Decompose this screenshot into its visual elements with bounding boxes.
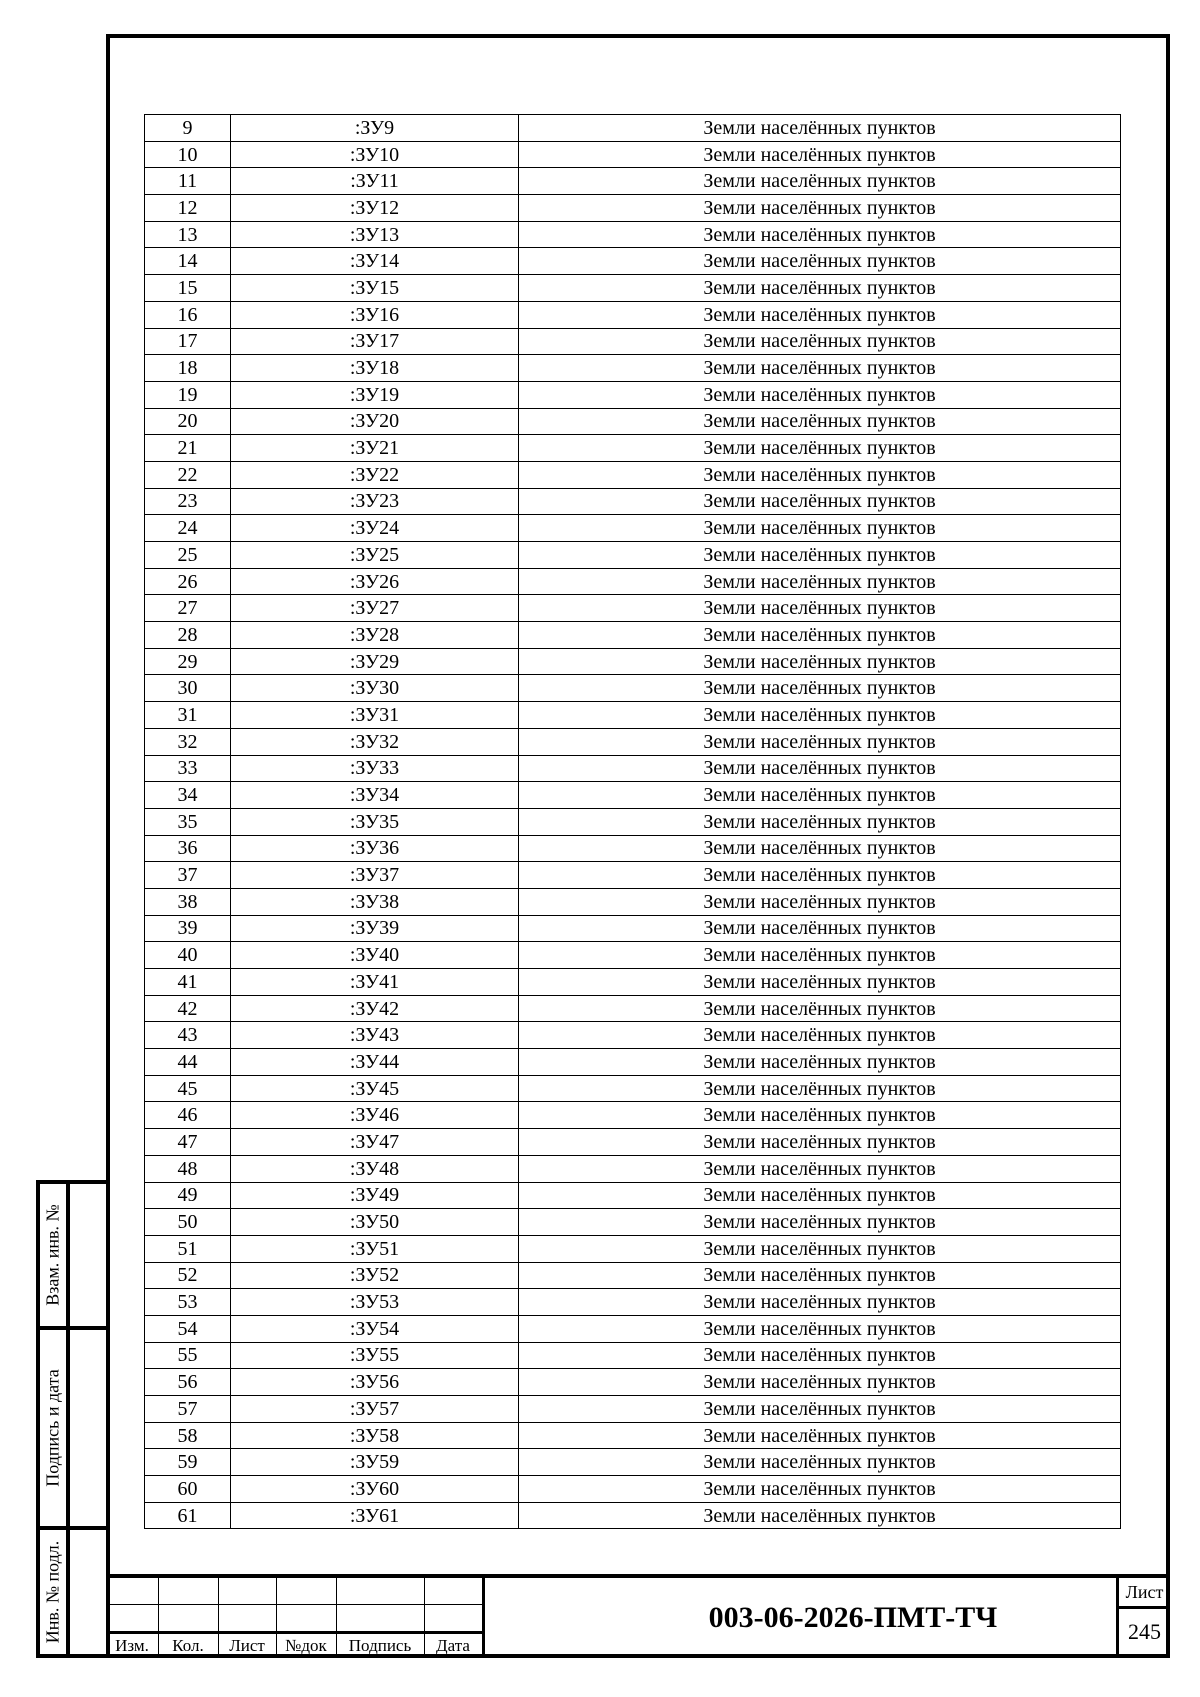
plot-id-cell: :ЗУ35 <box>231 808 519 835</box>
plot-id-cell: :ЗУ45 <box>231 1075 519 1102</box>
plot-id-cell: :ЗУ26 <box>231 568 519 595</box>
table-row <box>145 141 1121 168</box>
table-row <box>145 1049 1121 1076</box>
table-row <box>145 835 1121 862</box>
header-list: Лист <box>229 1636 265 1655</box>
plot-id-cell: :ЗУ19 <box>231 381 519 408</box>
plot-id-cell: :ЗУ14 <box>231 248 519 275</box>
plot-id-cell: :ЗУ55 <box>231 1342 519 1369</box>
table-row <box>145 675 1121 702</box>
land-category-cell: Земли населённых пунктов <box>519 782 1121 809</box>
land-category-cell: Земли населённых пунктов <box>519 1369 1121 1396</box>
table-row <box>145 755 1121 782</box>
table-row <box>145 168 1121 195</box>
table-row <box>145 862 1121 889</box>
plot-id-cell: :ЗУ50 <box>231 1209 519 1236</box>
land-category-cell: Земли населённых пунктов <box>519 1476 1121 1503</box>
land-category-cell: Земли населённых пунктов <box>519 275 1121 302</box>
stamp-signature-date <box>36 1326 108 1530</box>
row-number-cell: 26 <box>145 568 231 595</box>
land-category-cell: Земли населённых пунктов <box>519 568 1121 595</box>
sheet-number: 245 <box>1128 1619 1161 1644</box>
row-number-cell: 40 <box>145 942 231 969</box>
land-category-cell: Земли населённых пунктов <box>519 1022 1121 1049</box>
plot-id-cell: :ЗУ40 <box>231 942 519 969</box>
plot-id-cell: :ЗУ39 <box>231 915 519 942</box>
land-category-cell: Земли населённых пунктов <box>519 675 1121 702</box>
row-number-cell: 11 <box>145 168 231 195</box>
land-category-cell: Земли населённых пунктов <box>519 1075 1121 1102</box>
land-plots-table <box>144 114 1121 1529</box>
table-row <box>145 595 1121 622</box>
row-number-cell: 31 <box>145 702 231 729</box>
plot-id-cell: :ЗУ49 <box>231 1182 519 1209</box>
table-row <box>145 195 1121 222</box>
land-category-cell: Земли населённых пунктов <box>519 301 1121 328</box>
plot-id-cell: :ЗУ52 <box>231 1262 519 1289</box>
table-row <box>145 301 1121 328</box>
table-row <box>145 248 1121 275</box>
sheet-label: Лист <box>1119 1578 1170 1609</box>
table-row <box>145 1449 1121 1476</box>
land-category-cell: Земли населённых пунктов <box>519 622 1121 649</box>
plot-id-cell: :ЗУ23 <box>231 488 519 515</box>
header-podpis: Подпись <box>348 1636 412 1655</box>
land-category-cell: Земли населённых пунктов <box>519 408 1121 435</box>
table-row <box>145 622 1121 649</box>
plot-id-cell: :ЗУ28 <box>231 622 519 649</box>
row-number-cell: 46 <box>145 1102 231 1129</box>
row-number-cell: 38 <box>145 888 231 915</box>
table-row <box>145 221 1121 248</box>
table-row <box>145 995 1121 1022</box>
table-row <box>145 702 1121 729</box>
row-number-cell: 51 <box>145 1235 231 1262</box>
land-category-cell: Земли населённых пунктов <box>519 1182 1121 1209</box>
row-number-cell: 9 <box>145 115 231 142</box>
plot-id-cell: :ЗУ29 <box>231 648 519 675</box>
row-number-cell: 19 <box>145 381 231 408</box>
table-row <box>145 515 1121 542</box>
land-category-cell: Земли населённых пунктов <box>519 595 1121 622</box>
table-row <box>145 942 1121 969</box>
stamp-vzam-inv <box>36 1180 108 1330</box>
row-number-cell: 57 <box>145 1396 231 1423</box>
plot-id-cell: :ЗУ17 <box>231 328 519 355</box>
plot-id-cell: :ЗУ21 <box>231 435 519 462</box>
plot-id-cell: :ЗУ58 <box>231 1422 519 1449</box>
plot-id-cell: :ЗУ20 <box>231 408 519 435</box>
plot-id-cell: :ЗУ38 <box>231 888 519 915</box>
land-category-cell: Земли населённых пунктов <box>519 328 1121 355</box>
stamp-inv-original <box>36 1526 108 1658</box>
land-category-cell: Земли населённых пунктов <box>519 995 1121 1022</box>
land-category-cell: Земли населённых пунктов <box>519 888 1121 915</box>
row-number-cell: 44 <box>145 1049 231 1076</box>
table-row <box>145 969 1121 996</box>
row-number-cell: 45 <box>145 1075 231 1102</box>
row-number-cell: 23 <box>145 488 231 515</box>
plot-id-cell: :ЗУ46 <box>231 1102 519 1129</box>
plot-id-cell: :ЗУ53 <box>231 1289 519 1316</box>
row-number-cell: 41 <box>145 969 231 996</box>
land-category-cell: Земли населённых пунктов <box>519 488 1121 515</box>
land-category-cell: Земли населённых пунктов <box>519 1315 1121 1342</box>
plot-id-cell: :ЗУ9 <box>231 115 519 142</box>
table-row <box>145 1235 1121 1262</box>
land-category-cell: Земли населённых пунктов <box>519 969 1121 996</box>
row-number-cell: 20 <box>145 408 231 435</box>
header-izm: Изм. <box>115 1636 149 1655</box>
land-category-cell: Земли населённых пунктов <box>519 1262 1121 1289</box>
plot-id-cell: :ЗУ33 <box>231 755 519 782</box>
table-row <box>145 1022 1121 1049</box>
table-row <box>145 1315 1121 1342</box>
land-category-cell: Земли населённых пунктов <box>519 1342 1121 1369</box>
land-category-cell: Земли населённых пунктов <box>519 195 1121 222</box>
table-row <box>145 1075 1121 1102</box>
row-number-cell: 50 <box>145 1209 231 1236</box>
plot-id-cell: :ЗУ30 <box>231 675 519 702</box>
row-number-cell: 24 <box>145 515 231 542</box>
plot-id-cell: :ЗУ61 <box>231 1502 519 1529</box>
land-category-cell: Земли населённых пунктов <box>519 1235 1121 1262</box>
table-row <box>145 1155 1121 1182</box>
plot-id-cell: :ЗУ47 <box>231 1129 519 1156</box>
table-row <box>145 1209 1121 1236</box>
row-number-cell: 53 <box>145 1289 231 1316</box>
plot-id-cell: :ЗУ57 <box>231 1396 519 1423</box>
land-category-cell: Земли населённых пунктов <box>519 835 1121 862</box>
land-category-cell: Земли населённых пунктов <box>519 381 1121 408</box>
row-number-cell: 16 <box>145 301 231 328</box>
land-category-cell: Земли населённых пунктов <box>519 461 1121 488</box>
row-number-cell: 25 <box>145 542 231 569</box>
land-category-cell: Земли населённых пунктов <box>519 1209 1121 1236</box>
row-number-cell: 18 <box>145 355 231 382</box>
row-number-cell: 56 <box>145 1369 231 1396</box>
land-category-cell: Земли населённых пунктов <box>519 435 1121 462</box>
row-number-cell: 49 <box>145 1182 231 1209</box>
land-category-cell: Земли населённых пунктов <box>519 355 1121 382</box>
plot-id-cell: :ЗУ27 <box>231 595 519 622</box>
plot-id-cell: :ЗУ59 <box>231 1449 519 1476</box>
row-number-cell: 61 <box>145 1502 231 1529</box>
land-category-cell: Земли населённых пунктов <box>519 1396 1121 1423</box>
land-category-cell: Земли населённых пунктов <box>519 1102 1121 1129</box>
table-row <box>145 435 1121 462</box>
table-row <box>145 1476 1121 1503</box>
row-number-cell: 15 <box>145 275 231 302</box>
table-row <box>145 648 1121 675</box>
plot-id-cell: :ЗУ15 <box>231 275 519 302</box>
plot-id-cell: :ЗУ31 <box>231 702 519 729</box>
table-row <box>145 728 1121 755</box>
table-row <box>145 408 1121 435</box>
plot-id-cell: :ЗУ22 <box>231 461 519 488</box>
table-row <box>145 461 1121 488</box>
land-category-cell: Земли населённых пунктов <box>519 728 1121 755</box>
row-number-cell: 13 <box>145 221 231 248</box>
table-row <box>145 1422 1121 1449</box>
row-number-cell: 28 <box>145 622 231 649</box>
table-row <box>145 568 1121 595</box>
land-category-cell: Земли населённых пунктов <box>519 942 1121 969</box>
plot-id-cell: :ЗУ41 <box>231 969 519 996</box>
table-row <box>145 1129 1121 1156</box>
row-number-cell: 14 <box>145 248 231 275</box>
table-row <box>145 1102 1121 1129</box>
plot-id-cell: :ЗУ13 <box>231 221 519 248</box>
plot-id-cell: :ЗУ11 <box>231 168 519 195</box>
table-row <box>145 1502 1121 1529</box>
row-number-cell: 27 <box>145 595 231 622</box>
land-category-cell: Земли населённых пунктов <box>519 648 1121 675</box>
header-ndok: №док <box>285 1636 327 1655</box>
land-category-cell: Земли населённых пунктов <box>519 221 1121 248</box>
land-category-cell: Земли населённых пунктов <box>519 1422 1121 1449</box>
land-category-cell: Земли населённых пунктов <box>519 1289 1121 1316</box>
table-row <box>145 1369 1121 1396</box>
header-kol: Кол. <box>172 1636 204 1655</box>
row-number-cell: 17 <box>145 328 231 355</box>
row-number-cell: 36 <box>145 835 231 862</box>
row-number-cell: 42 <box>145 995 231 1022</box>
table-row <box>145 915 1121 942</box>
plot-id-cell: :ЗУ54 <box>231 1315 519 1342</box>
row-number-cell: 21 <box>145 435 231 462</box>
table-row <box>145 782 1121 809</box>
table-row <box>145 488 1121 515</box>
row-number-cell: 35 <box>145 808 231 835</box>
land-category-cell: Земли населённых пунктов <box>519 1502 1121 1529</box>
land-category-cell: Земли населённых пунктов <box>519 248 1121 275</box>
plot-id-cell: :ЗУ36 <box>231 835 519 862</box>
title-block <box>106 1574 1170 1658</box>
table-row <box>145 808 1121 835</box>
stamp-inv-original-label: Инв. № подл. <box>42 1540 63 1644</box>
table-row <box>145 1182 1121 1209</box>
row-number-cell: 34 <box>145 782 231 809</box>
plot-id-cell: :ЗУ44 <box>231 1049 519 1076</box>
plot-id-cell: :ЗУ48 <box>231 1155 519 1182</box>
land-category-cell: Земли населённых пунктов <box>519 1155 1121 1182</box>
document-code: 003-06-2026-ПМТ-ТЧ <box>708 1601 998 1634</box>
plot-id-cell: :ЗУ34 <box>231 782 519 809</box>
stamp-signature-date-label: Подпись и дата <box>42 1369 63 1487</box>
land-category-cell: Земли населённых пунктов <box>519 915 1121 942</box>
land-category-cell: Земли населённых пунктов <box>519 755 1121 782</box>
plot-id-cell: :ЗУ18 <box>231 355 519 382</box>
plot-id-cell: :ЗУ16 <box>231 301 519 328</box>
table-row <box>145 1262 1121 1289</box>
land-category-cell: Земли населённых пунктов <box>519 515 1121 542</box>
plot-id-cell: :ЗУ10 <box>231 141 519 168</box>
plot-id-cell: :ЗУ25 <box>231 542 519 569</box>
row-number-cell: 22 <box>145 461 231 488</box>
row-number-cell: 60 <box>145 1476 231 1503</box>
revision-row <box>106 1578 484 1605</box>
table-row <box>145 381 1121 408</box>
row-number-cell: 58 <box>145 1422 231 1449</box>
row-number-cell: 47 <box>145 1129 231 1156</box>
plot-id-cell: :ЗУ37 <box>231 862 519 889</box>
row-number-cell: 48 <box>145 1155 231 1182</box>
plot-id-cell: :ЗУ12 <box>231 195 519 222</box>
row-number-cell: 43 <box>145 1022 231 1049</box>
table-row <box>145 1289 1121 1316</box>
row-number-cell: 37 <box>145 862 231 889</box>
revision-row <box>106 1604 484 1634</box>
plot-id-cell: :ЗУ51 <box>231 1235 519 1262</box>
land-category-cell: Земли населённых пунктов <box>519 1449 1121 1476</box>
plot-id-cell: :ЗУ43 <box>231 1022 519 1049</box>
row-number-cell: 10 <box>145 141 231 168</box>
plot-id-cell: :ЗУ42 <box>231 995 519 1022</box>
sheet-number-box <box>1116 1578 1170 1658</box>
land-category-cell: Земли населённых пунктов <box>519 702 1121 729</box>
row-number-cell: 59 <box>145 1449 231 1476</box>
land-category-cell: Земли населённых пунктов <box>519 1049 1121 1076</box>
row-number-cell: 33 <box>145 755 231 782</box>
table-row <box>145 542 1121 569</box>
table-row <box>145 115 1121 142</box>
table-row <box>145 1396 1121 1423</box>
row-number-cell: 32 <box>145 728 231 755</box>
plot-id-cell: :ЗУ24 <box>231 515 519 542</box>
row-number-cell: 54 <box>145 1315 231 1342</box>
land-category-cell: Земли населённых пунктов <box>519 141 1121 168</box>
plot-id-cell: :ЗУ60 <box>231 1476 519 1503</box>
header-data: Дата <box>436 1636 470 1655</box>
land-category-cell: Земли населённых пунктов <box>519 862 1121 889</box>
land-category-cell: Земли населённых пунктов <box>519 542 1121 569</box>
table-row <box>145 275 1121 302</box>
row-number-cell: 39 <box>145 915 231 942</box>
stamp-vzam-inv-label: Взам. инв. № <box>42 1204 63 1306</box>
row-number-cell: 12 <box>145 195 231 222</box>
plot-id-cell: :ЗУ32 <box>231 728 519 755</box>
table-body <box>145 115 1121 1529</box>
row-number-cell: 55 <box>145 1342 231 1369</box>
revision-grid <box>106 1578 484 1658</box>
row-number-cell: 29 <box>145 648 231 675</box>
land-category-cell: Земли населённых пунктов <box>519 115 1121 142</box>
table-row <box>145 888 1121 915</box>
row-number-cell: 30 <box>145 675 231 702</box>
land-category-cell: Земли населённых пунктов <box>519 1129 1121 1156</box>
table-row <box>145 328 1121 355</box>
plot-id-cell: :ЗУ56 <box>231 1369 519 1396</box>
land-category-cell: Земли населённых пунктов <box>519 808 1121 835</box>
table-row <box>145 1342 1121 1369</box>
table-row <box>145 355 1121 382</box>
land-category-cell: Земли населённых пунктов <box>519 168 1121 195</box>
row-number-cell: 52 <box>145 1262 231 1289</box>
